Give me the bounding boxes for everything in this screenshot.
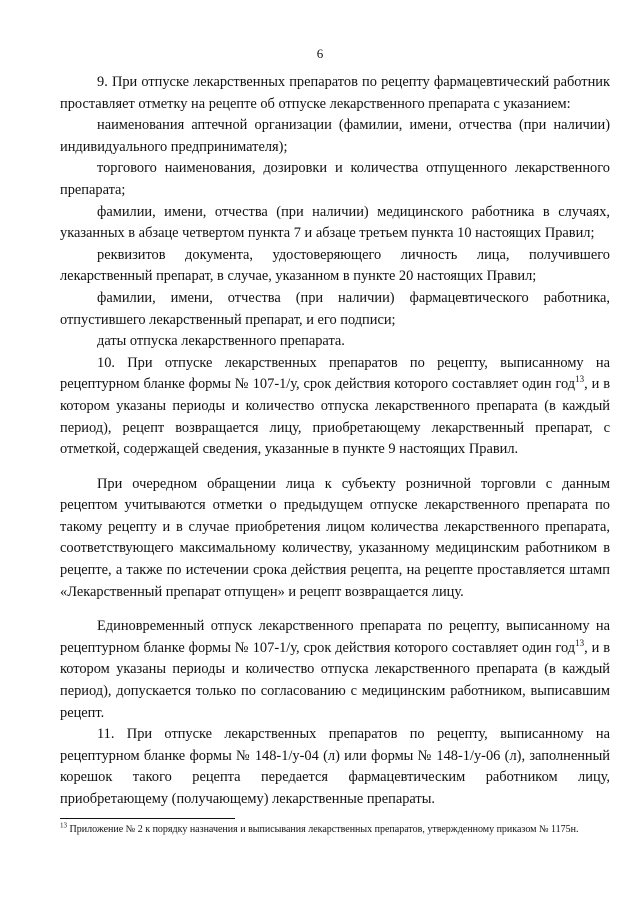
list-item-medical-worker: фамилии, имени, отчества (при наличии) медицинского работника в случаях, указанных в абзаце четвертом пункта 7 и абзаце третьем пункта 10 настоящих Правил; xyxy=(60,203,610,242)
paragraph-9-intro: 9. При отпуске лекарственных препаратов по рецепту фармацевтический работник проставляет отметку на рецепте об отпуске лекарственного препарата с указанием: xyxy=(60,74,610,112)
paragraph-single-text-before: Единовременный отпуск лекарственного препарата по рецепту, выписанному на рецептурном бланке формы № 107-1/у, срок действия которого составляет один год xyxy=(60,618,610,656)
footnote-divider xyxy=(60,818,235,819)
footnote-mark: 13 xyxy=(60,821,67,830)
list-item-identity-document: реквизитов документа, удостоверяющего личность лица, получившего лекарственный препарат, в случае, указанном в пункте 20 настоящих Правил; xyxy=(60,246,610,285)
paragraph-single-text-after: , и в котором указаны периоды и количество отпуска лекарственного препарата (в каждый период), допускается только по согласованию с медицинским работником, выписавшим рецепт. xyxy=(60,639,610,721)
footnote-reference-13-second: 13 xyxy=(575,638,585,649)
list-item-dispense-date: даты отпуска лекарственного препарата. xyxy=(97,333,345,350)
list-item-pharmacist: фамилии, имени, отчества (при наличии) фармацевтического работника, отпустившего лекарственный препарат, и его подписи; xyxy=(60,289,610,328)
list-item-trade-name: торгового наименования, дозировки и количества отпущенного лекарственного препарата; xyxy=(60,160,610,198)
footnote xyxy=(60,823,610,838)
document-body xyxy=(60,72,610,811)
paragraph-10-text-before: 10. При отпуске лекарственных препаратов по рецепту, выписанному на рецептурном бланке формы № 107-1/у, срок действия которого составляет один год xyxy=(60,354,610,393)
paragraph-10 xyxy=(60,353,610,461)
paragraph-repeat-visit: При очередном обращении лица к субъекту розничной торговли с данным рецептом учитываются отметки о предыдущем отпуске лекарственного препарата по такому рецепту и в случае приобретения лицом количества лекарственного препарата, соответствующего максимальному количеству, указанному медицинским работником в рецепте, а также по истечении срока действия рецепта, на рецепте проставляется штамп «Лекарственный препарат отпущен» и рецепт возвращается лицу. xyxy=(60,475,610,600)
paragraph-10-text-after: , и в котором указаны периоды и количество отпуска лекарственного препарата (в каждый период), рецепт возвращается лицу, приобретающему лекарственный препарат, с отметкой, содержащей сведения, указанные в пункте 9 настоящих Правил. xyxy=(60,376,610,458)
footnote-reference-13: 13 xyxy=(575,374,585,385)
paragraph-single-dispense xyxy=(60,616,610,724)
list-item-pharmacy-name: наименования аптечной организации (фамилии, имени, отчества (при наличии) индивидуального предпринимателя); xyxy=(60,117,610,155)
footnote-text: Приложение № 2 к порядку назначения и выписывания лекарственных препаратов, утвержденному приказом № 1175н. xyxy=(67,824,579,835)
paragraph-11: 11. При отпуске лекарственных препаратов по рецепту, выписанному на рецептурном бланке формы № 148-1/у-04 (л) или формы № 148-1/у-06 (л), заполненный корешок такого рецепта передается фармацевтическим работником лицу, приобретающему (получающему) лекарственные препараты. xyxy=(60,726,610,807)
page-number: 6 xyxy=(316,46,324,61)
